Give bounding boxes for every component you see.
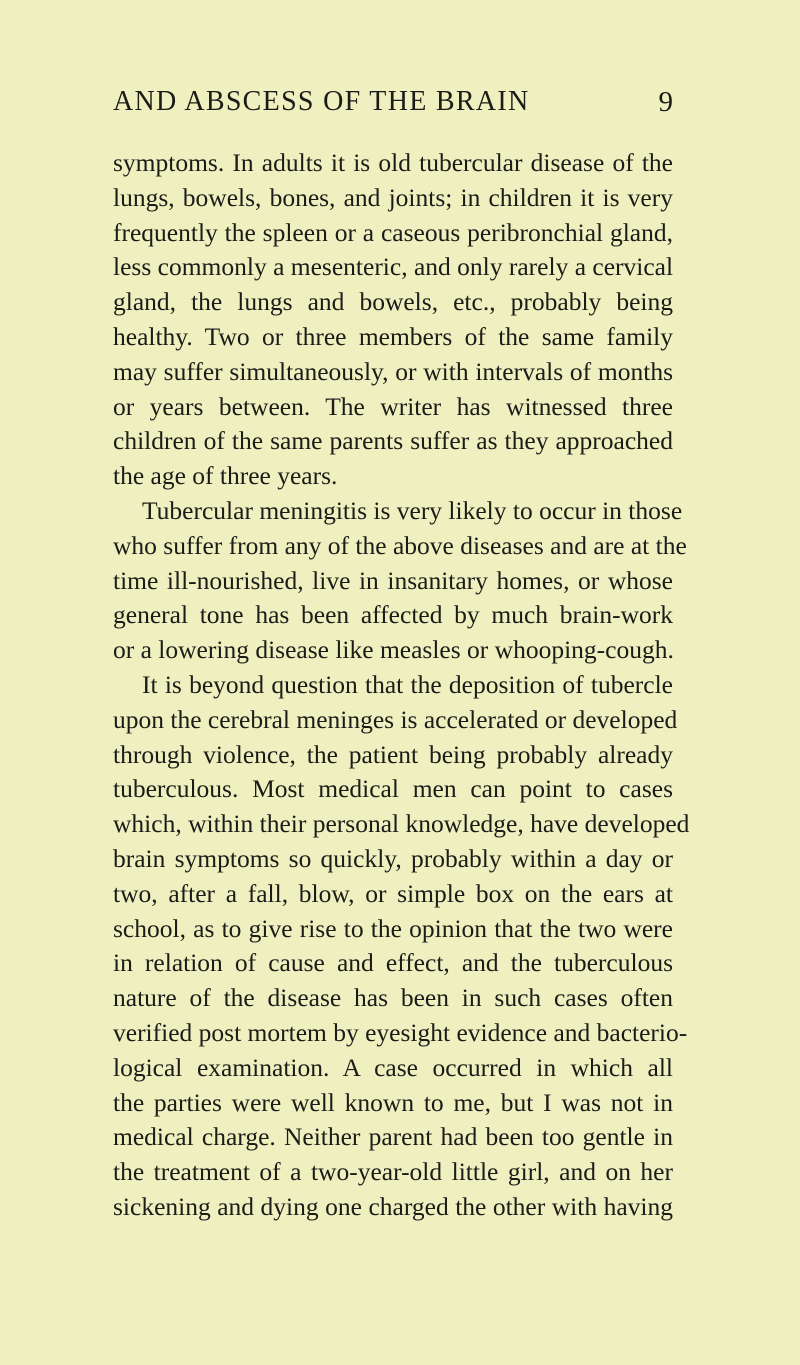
- text-line: general tone has been affected by much brain-work: [113, 600, 673, 630]
- text-line: or a lowering disease like measles or whooping-cough.: [113, 635, 674, 665]
- text-line: nature of the disease has been in such cases often: [113, 983, 673, 1013]
- text-line: which, within their personal knowledge, have developed: [113, 809, 690, 839]
- text-line: upon the cerebral meninges is accelerated or developed: [113, 704, 678, 734]
- text-line: verified post mortem by eyesight evidence and bacterio-: [113, 1017, 688, 1047]
- body-text: [113, 146, 690, 1225]
- text-line: in relation of cause and effect, and the tuberculous: [113, 948, 673, 978]
- text-line: sickening and dying one charged the other with having: [113, 1191, 673, 1221]
- text-line: healthy. Two or three members of the same family: [113, 321, 673, 351]
- text-line: brain symptoms so quickly, probably within a day or: [113, 843, 673, 873]
- text-line: gland, the lungs and bowels, etc., probably being: [113, 287, 673, 317]
- text-line: Tubercular meningitis is very likely to occur in those: [142, 495, 683, 525]
- text-line: less commonly a mesenteric, and only rarely a cervical: [113, 252, 674, 282]
- running-head: AND ABSCESS OF THE BRAIN: [113, 86, 530, 117]
- text-line: tuberculous. Most medical men can point to cases: [113, 774, 673, 804]
- page-header: [113, 86, 673, 128]
- text-line: the treatment of a two-year-old little girl, and on her: [113, 1157, 673, 1187]
- text-line: children of the same parents suffer as they approached: [113, 426, 673, 456]
- text-line: who suffer from any of the above diseases and are at the: [113, 530, 687, 560]
- text-line: frequently the spleen or a caseous peribronchial gland,: [113, 217, 673, 247]
- text-line: two, after a fall, blow, or simple box on the ears at: [113, 878, 673, 908]
- text-line: logical examination. A case occurred in which all: [113, 1052, 673, 1082]
- text-line: or years between. The writer has witnessed three: [113, 391, 673, 421]
- text-line: through violence, the patient being probably already: [113, 739, 673, 769]
- text-line: medical charge. Neither parent had been too gentle in: [113, 1122, 673, 1152]
- text-line: It is beyond question that the deposition of tubercle: [142, 669, 673, 699]
- text-line: time ill-nourished, live in insanitary homes, or whose: [113, 565, 673, 595]
- text-line: school, as to give rise to the opinion that the two were: [113, 913, 673, 943]
- text-line: may suffer simultaneously, or with intervals of months: [113, 356, 673, 386]
- text-line: the age of three years.: [113, 461, 338, 491]
- text-line: the parties were well known to me, but I was not in: [113, 1087, 673, 1117]
- page-number: 9: [658, 86, 673, 118]
- text-line: symptoms. In adults it is old tubercular disease of the: [113, 148, 673, 177]
- text-line: lungs, bowels, bones, and joints; in children it is very: [113, 182, 673, 212]
